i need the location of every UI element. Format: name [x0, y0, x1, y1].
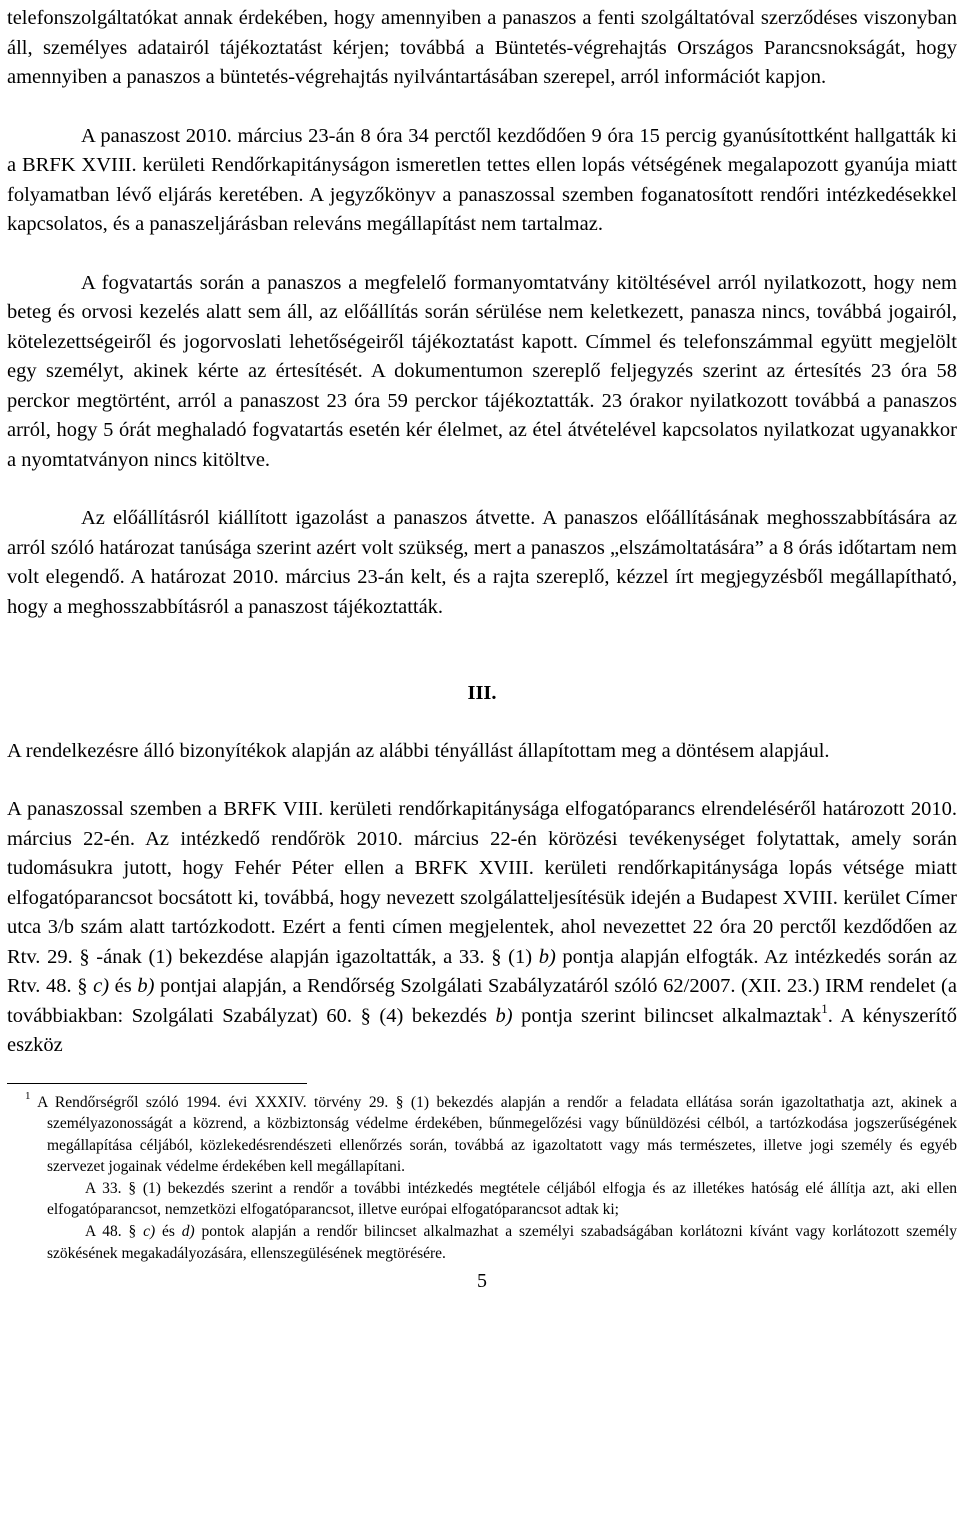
paragraph-3: A fogvatartás során a panaszos a megfelelő formanyomtatvány kitöltésével arról nyilatkozott, hogy nem beteg és orvosi kezelés alatt sem áll, az előállítás során sérülése nem keletkezett, panasza nincs, továbbá jogairól, kötelezettségeiről és jogorvoslati lehetőségeiről tájékoztatást kapott. Címmel és telefonszámmal együtt megjelölt egy személyt, akinek kérte az értesítését. A dokumentumon szereplő feljegyzés szerint az értesítés 23 óra 58 perckor megtörtént, arról a panaszost 23 óra 59 perckor tájékoztatták. 23 órakor nyilatkozott továbbá a panaszos arról, hogy 5 órát meghaladó fogvatartás esetén kér élelmet, az étel átvételével kapcsolatos nyilatkozat ugyanakkor a nyomtatványon nincs kitöltve. — [7, 271, 957, 471]
footnote-text: A Rendőrségről szóló 1994. évi XXXIV. törvény 29. § (1) bekezdés alapján a rendőr a feladata ellátása során igazoltathatja azt, akinek a személyazonosságát a közrend, a közbiztonság védelme érdekében, bűnmegelőzési vagy bűnüldözési célból, a tartózkodása jogszerűségének megállapítása céljából, közlekedésrendészeti ellenőrzés során, továbbá az igazoltatott vagy más természetes, illetve jogi személy és egyéb szervezet jogainak védelme érdekében kell megállapítani. — [30, 1093, 957, 1176]
text-run: A panaszossal szemben a BRFK VIII. kerületi rendőrkapitánysága elfogatóparancs elrendeléséről határozott 2010. március 22-én. Az intézkedő rendőrök 2010. március 22-én körözési tevékenységet folytattak, amely során tudomásukra jutott, hogy Fehér Péter ellen a BRFK XVIII. kerületi rendőrkapitánysága lopás vétsége miatt elfogatóparancsot bocsátott ki, továbbá, hogy nevezett szolgálatteljesítésük idején a Budapest XVIII. kerület Címer utca 3/b szám alatt tartózkodott. Ezért a fenti címen megjelentek, ahol nevezettet 22 óra 20 perctől kezdődően az Rtv. 29. § -ának (1) bekezdése alapján igazoltatták, a 33. § (1) — [7, 798, 957, 968]
text-run: pontjai alapján, a Rendőrség Szolgálati Szabályzatáról szóló 62/2007. (XII. 23.) IRM rendelet (a továbbiakban: Szolgálati Szabályzat) 60. § (4) bekezdés — [7, 975, 957, 1027]
document-page — [7, 4, 957, 1292]
text-run: és — [109, 975, 138, 997]
footnotes — [7, 1092, 957, 1265]
text-run: A 48. § — [85, 1223, 144, 1241]
spacer — [7, 240, 957, 269]
italic-run: c) — [93, 975, 110, 997]
text-run: és — [155, 1223, 182, 1241]
spacer — [7, 93, 957, 122]
spacer — [7, 709, 957, 737]
text-run: . A kényszerítő eszköz — [7, 1004, 957, 1056]
page-number: 5 — [477, 1270, 487, 1293]
text-run: pontja alapján elfogták. Az intézkedés során az Rtv. 48. § — [7, 945, 957, 997]
footnote-mark: 1 — [25, 1090, 31, 1103]
spacer — [7, 766, 957, 795]
spacer — [7, 651, 957, 679]
spacer — [7, 475, 957, 504]
footnote-1 — [7, 1092, 957, 1178]
paragraph-1: telefonszolgáltatókat annak érdekében, hogy amennyiben a panaszos a fenti szolgáltatóval szerződéses viszonyban áll, személyes adatairól tájékoztatást kérjen; továbbá a Büntetés-végrehajtás Országos Parancsnokságát, hogy amennyiben a panaszos a büntetés-végrehajtás nyilvántartásában szerepel, arról információt kapjon. — [7, 7, 957, 88]
text-run: pontja szerint bilincset alkalmaztak — [512, 1004, 822, 1027]
italic-run: b) — [495, 1004, 513, 1027]
spacer — [7, 622, 957, 651]
paragraph-5: A rendelkezésre álló bizonyítékok alapján az alábbi tényállást állapítottam meg a döntésem alapjául. — [7, 739, 830, 762]
footnote-1-continuation: A 33. § (1) bekezdés szerint a rendőr a további intézkedés megtétele céljából elfogja és az illetékes hatóság elé állítja azt, aki ellen elfogatóparancsot, nemzetközi elfogatóparancsot, illetve európai elfogatóparancsot adtak ki; — [47, 1179, 957, 1219]
italic-run: c) — [143, 1223, 156, 1241]
paragraph-4: Az előállításról kiállított igazolást a panaszos átvette. A panaszos előállításának meghosszabbítására az arról szóló határozat tanúsága szerint azért volt szükség, mert a panaszos „elszámoltatására” a 8 órás időtartam nem volt elegendő. A határozat 2010. március 23-án kelt, és a rajta szereplő, kézzel írt megjegyzésből megállapítható, hogy a meghosszabbításról a panaszost tájékoztatták. — [7, 507, 957, 618]
footnote-1-continuation — [7, 1221, 957, 1264]
italic-run: b) — [538, 945, 556, 968]
paragraph-6 — [7, 795, 957, 1061]
footnote-reference: 1 — [821, 1000, 828, 1016]
italic-run: d) — [181, 1223, 195, 1241]
paragraph-2: A panaszost 2010. március 23-án 8 óra 34 perctől kezdődően 9 óra 15 percig gyanúsítottként hallgatták ki a BRFK XVIII. kerületi Rendőrkapitányságon ismeretlen tettes ellen lopás vétségének megalapozott gyanúja miatt folyamatban lévő eljárás keretében. A jegyzőkönyv a panaszossal szemben foganatosított rendőri intézkedésekkel kapcsolatos, és a panaszeljárásban releváns megállapítást nem tartalmaz. — [7, 124, 957, 235]
section-heading: III. — [467, 682, 497, 704]
italic-run: b) — [137, 975, 155, 997]
text-run: pontok alapján a rendőr bilincset alkalmazhat a személyi szabadságában korlátozni kívánt vagy korlátozott személy szökésének megakadályozására, ellenszegülésének megtörésére. — [47, 1223, 957, 1262]
footnote-divider — [7, 1083, 307, 1084]
